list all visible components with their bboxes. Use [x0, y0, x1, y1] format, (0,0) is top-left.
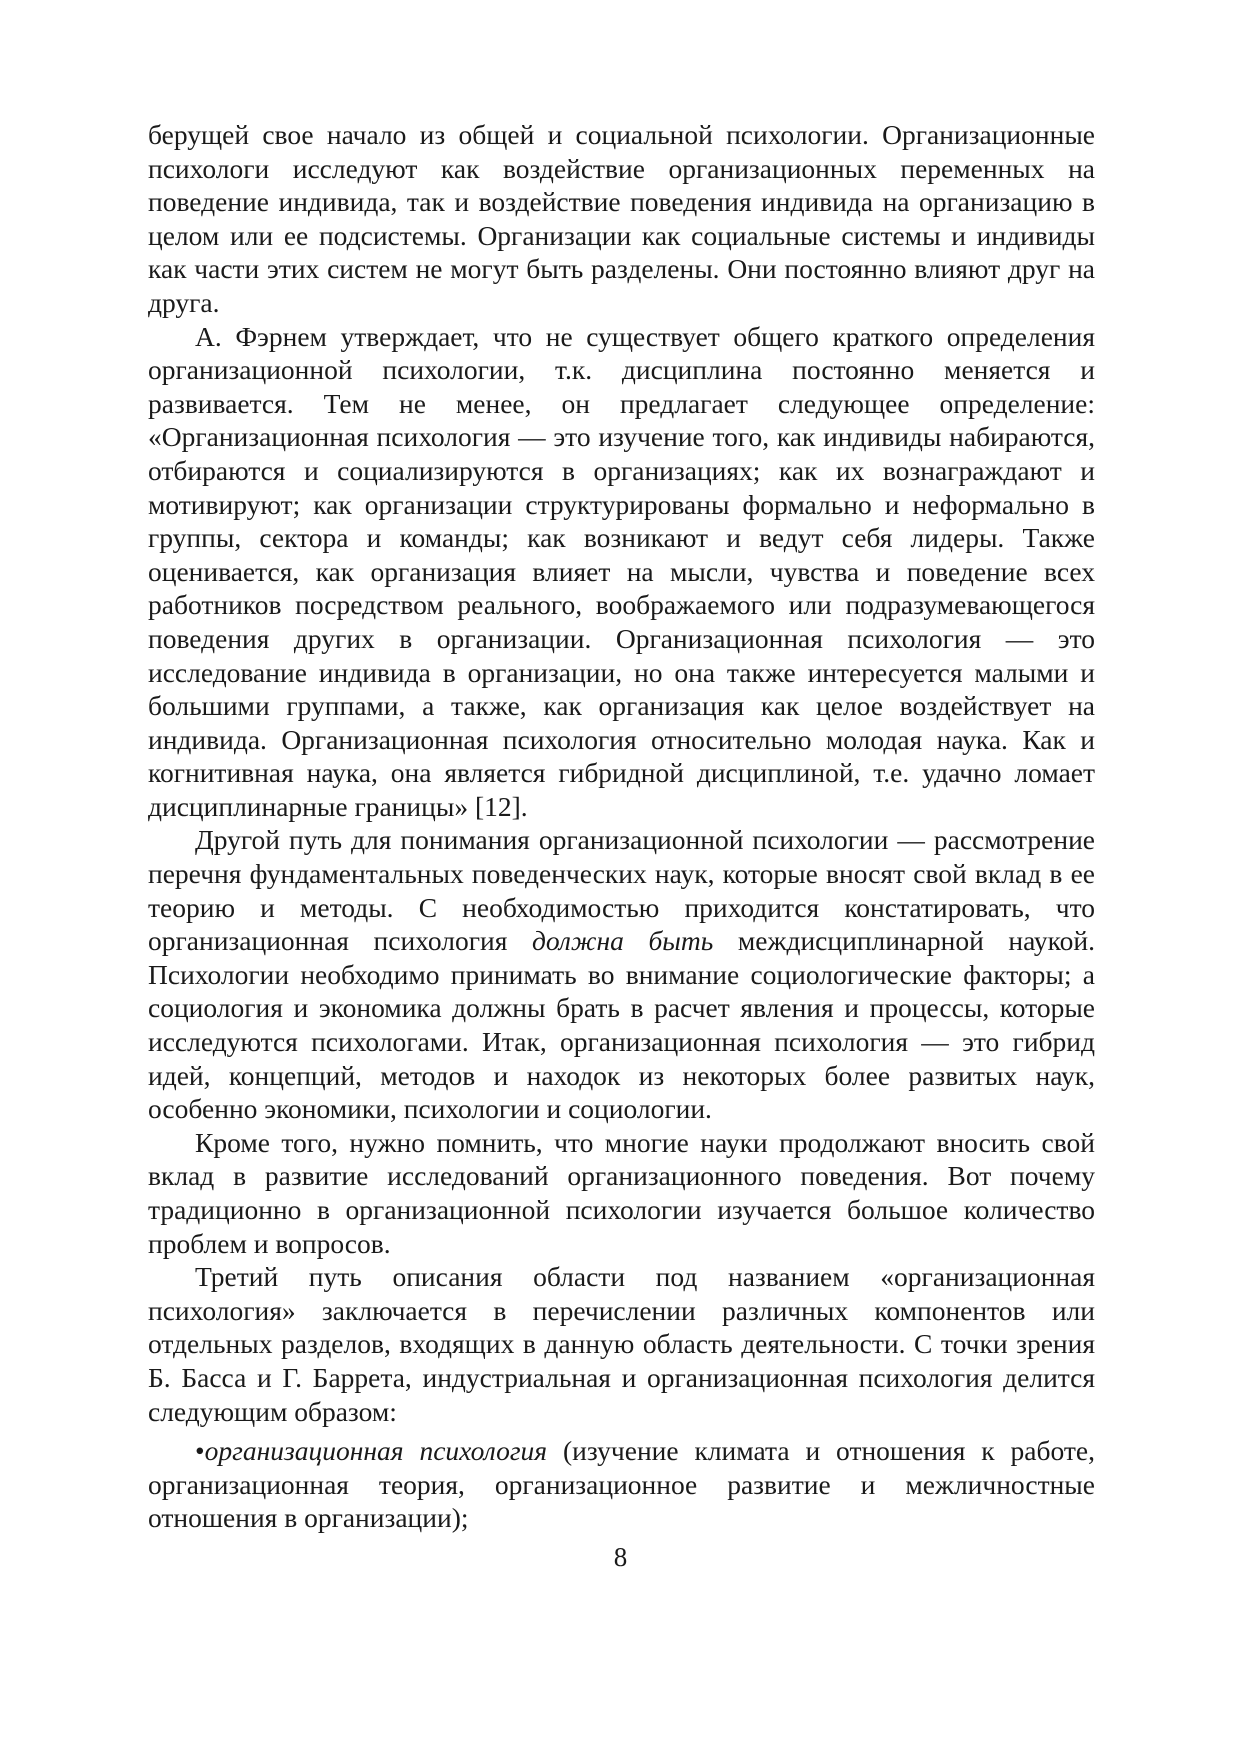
page-number: 8 [613, 1542, 628, 1572]
paragraph-sciences-contribution: Кроме того, нужно помнить, что многие науки продолжают вносить свой вклад в развитие исследований организационного поведения. Вот почему традиционно в организационной психологии изучается большое количество проблем и вопросов. [148, 1126, 1095, 1259]
page-body [148, 118, 1095, 1535]
paragraph-interdisciplinary-text-1: Другой путь для понимания организационной психологии — рассмотрение перечня фундаментальных поведенческих наук, которые вносят свой вклад в ее теорию и методы. С необходимостью приходится констатировать, что организационная психология [148, 824, 1095, 957]
paragraph-continuation: берущей свое начало из общей и социальной психологии. Организационные психологи исследуют как воздействие организационных переменных на поведение индивида, так и воздействие поведения индивида на организацию в целом или ее подсистемы. Организации как социальные системы и индивиды как части этих систем не могут быть разделены. Они постоянно влияют друг на друга. [148, 119, 1095, 318]
paragraph-furnham-definition: А. Фэрнем утверждает, что не существует общего краткого определения организационной психологии, т.к. дисциплина постоянно меняется и развивается. Тем не менее, он предлагает следующее определение: «Организационная психология — это изучение того, как индивиды набираются, отбираются и социализируются в организациях; как их вознаграждают и мотивируют; как организации структурированы формально и неформально в группы, сектора и команды; как возникают и ведут себя лидеры. Также оценивается, как организация влияет на мысли, чувства и поведение всех работников посредством реального, воображаемого или подразумевающегося поведения других в организации. Организационная психология — это исследование индивида в организации, но она также интересуется малыми и большими группами, а также, как организация как целое воздействует на индивида. Организационная психология относительно молодая наука. Как и когнитивная наука, она является гибридной дисциплиной, т.е. удачно ломает дисциплинарные границы» [12]. [148, 320, 1095, 822]
list-item-text: (изучение климата и отношения к работе, организационная теория, организационное развитие и межличностные отношения в организации); [148, 1435, 1095, 1534]
list-item-organizational-psychology [148, 1434, 1095, 1535]
paragraph-interdisciplinary [148, 823, 1095, 1125]
bullet-marker: • [195, 1435, 205, 1467]
paragraph-interdisciplinary-text-2: междисциплинарной наукой. Психологии необходимо принимать во внимание социологические факторы; а социология и экономика должны брать в расчет явления и процессы, которые исследуются психологами. Итак, организационная психология — это гибрид идей, концепций, методов и находок из некоторых более развитых наук, особенно экономики, психологии и социологии. [148, 925, 1095, 1125]
paragraph-third-way: Третий путь описания области под названием «организационная психология» заключается в перечислении различных компонентов или отдельных разделов, входящих в данную область деятельности. С точки зрения Б. Басса и Г. Баррета, индустриальная и организационная психология делится следующим образом: [148, 1261, 1095, 1427]
list-item-term: организационная психология [204, 1435, 548, 1467]
paragraph-interdisciplinary-emphasis: должна быть [531, 925, 714, 957]
